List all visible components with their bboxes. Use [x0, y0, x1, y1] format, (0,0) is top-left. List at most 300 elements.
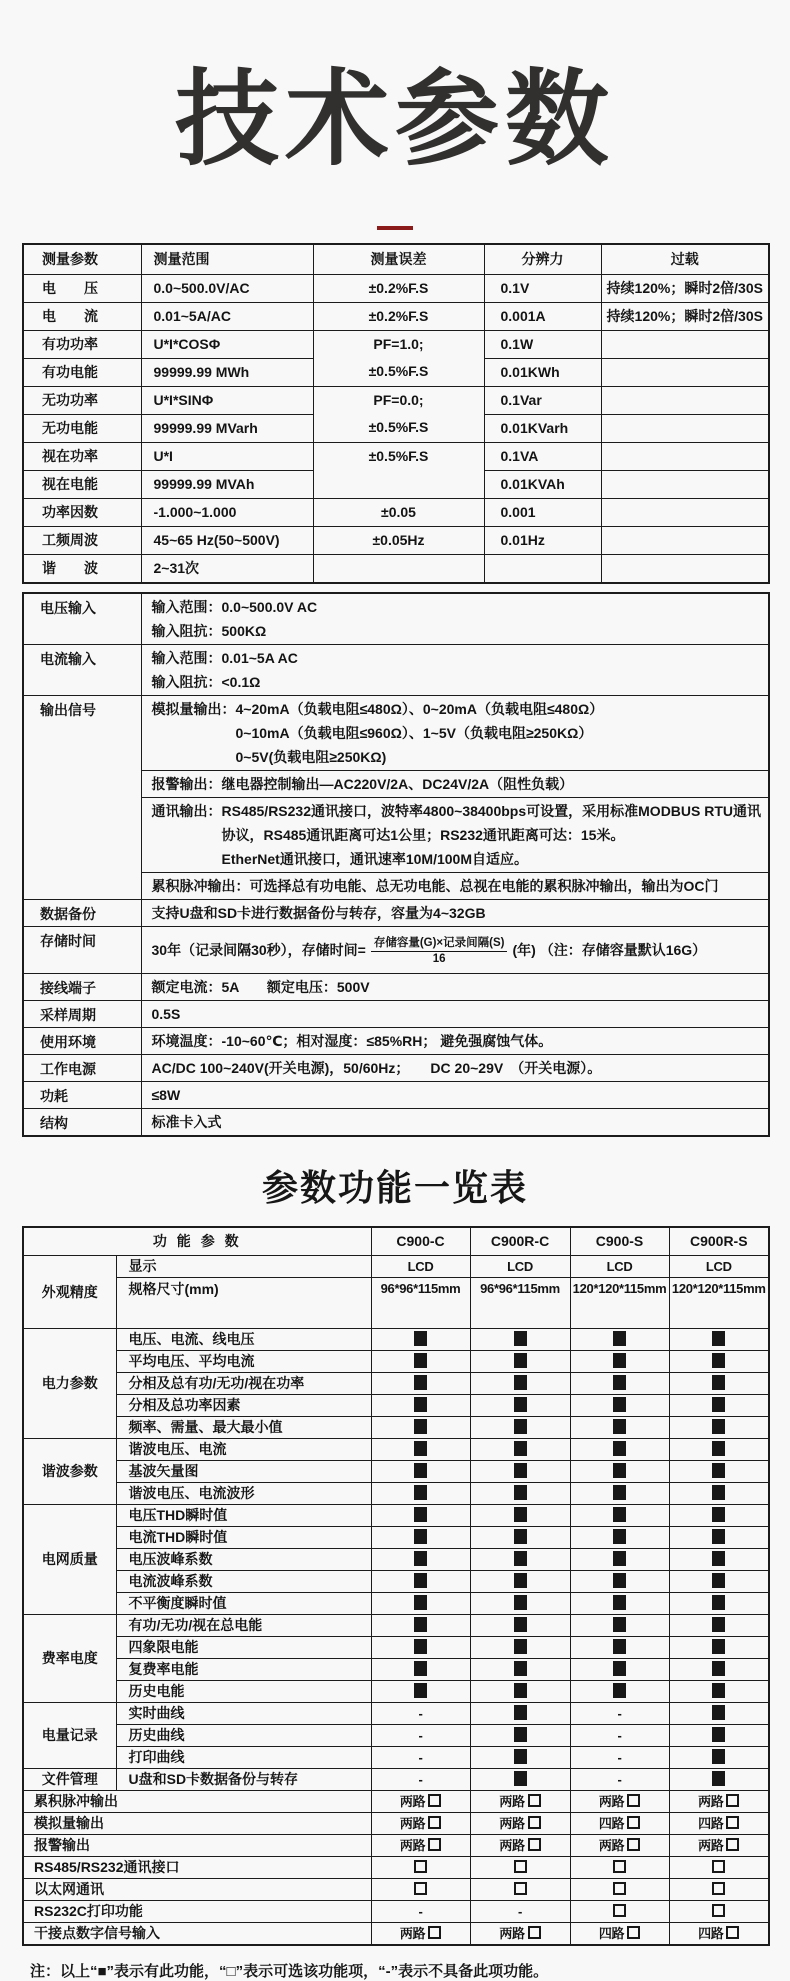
- feature-name: 基波矢量图: [116, 1461, 371, 1483]
- filled-square-icon: [712, 1639, 725, 1654]
- measurement-spec-table-body: [23, 244, 769, 583]
- measure-error: PF=1.0; ±0.5%F.S: [313, 331, 484, 387]
- measure-overload: 持续120%；瞬时2倍/30S: [601, 275, 769, 303]
- model-value: [669, 1901, 769, 1923]
- model-value: [669, 1637, 769, 1659]
- measure-range: U*I: [141, 443, 313, 471]
- filled-square-icon: [712, 1661, 725, 1676]
- filled-square-icon: [613, 1331, 626, 1346]
- model-value: [669, 1373, 769, 1395]
- model-value: [570, 1505, 669, 1527]
- measure-overload: [601, 471, 769, 499]
- filled-square-icon: [712, 1705, 725, 1720]
- model-value: [470, 1351, 570, 1373]
- open-square-icon: [428, 1838, 441, 1851]
- model-value: [570, 1901, 669, 1923]
- open-square-icon: [514, 1860, 527, 1873]
- storage-formula-fraction: $\frac{\text{存储容量(G)×记录间隔(S)}}{16}$: [371, 936, 508, 966]
- measure-range: 99999.99 MWh: [141, 359, 313, 387]
- io-spec-table: [22, 592, 770, 1137]
- feature-name: 打印曲线: [116, 1747, 371, 1769]
- open-square-icon: [627, 1816, 640, 1829]
- filled-square-icon: [514, 1375, 527, 1390]
- feature-name: 谐波电压、电流波形: [116, 1483, 371, 1505]
- filled-square-icon: [514, 1661, 527, 1676]
- measure-header: 测量参数: [23, 244, 141, 275]
- feature-group-label: 外观精度: [23, 1256, 116, 1329]
- feature-param-header: 功 能 参 数: [23, 1227, 371, 1256]
- feature-section-title: 参数功能一览表: [261, 1167, 528, 1208]
- measure-header: 过载: [601, 244, 769, 275]
- model-value: [669, 1527, 769, 1549]
- model-value: [669, 1395, 769, 1417]
- measure-overload: [601, 499, 769, 527]
- model-value: [669, 1857, 769, 1879]
- measure-error: PF=0.0; ±0.5%F.S: [313, 387, 484, 443]
- filled-square-icon: [514, 1441, 527, 1456]
- feature-group-label: 文件管理: [23, 1769, 116, 1791]
- model-value: 两路: [669, 1791, 769, 1813]
- title-divider-bar: [377, 226, 413, 230]
- measure-range: 99999.99 MVarh: [141, 415, 313, 443]
- measure-range: U*I*COSΦ: [141, 331, 313, 359]
- filled-square-icon: [712, 1397, 725, 1412]
- model-value: [669, 1615, 769, 1637]
- model-value: [669, 1461, 769, 1483]
- filled-square-icon: [414, 1573, 427, 1588]
- feature-group-label: 谐波参数: [23, 1439, 116, 1505]
- model-value: [470, 1725, 570, 1747]
- model-value: 两路: [470, 1813, 570, 1835]
- feature-name: 四象限电能: [116, 1637, 371, 1659]
- filled-square-icon: [514, 1485, 527, 1500]
- filled-square-icon: [514, 1507, 527, 1522]
- measure-range: 0.0~500.0V/AC: [141, 275, 313, 303]
- filled-square-icon: [514, 1353, 527, 1368]
- model-value: [470, 1329, 570, 1351]
- filled-square-icon: [712, 1771, 725, 1786]
- model-value: [570, 1417, 669, 1439]
- model-value: [669, 1571, 769, 1593]
- model-value: [470, 1659, 570, 1681]
- measure-param: 工频周波: [23, 527, 141, 555]
- feature-name: 电压、电流、线电压: [116, 1329, 371, 1351]
- spec-label: 存储时间: [23, 927, 141, 974]
- open-square-icon: [528, 1926, 541, 1939]
- io-spec-table-body: [23, 593, 769, 1136]
- filled-square-icon: [712, 1485, 725, 1500]
- model-value: [470, 1593, 570, 1615]
- feature-name: 实时曲线: [116, 1703, 371, 1725]
- model-value: [470, 1395, 570, 1417]
- model-value: 两路: [371, 1813, 470, 1835]
- open-square-icon: [428, 1816, 441, 1829]
- model-value: 96*96*115mm: [371, 1278, 470, 1329]
- model-value: [669, 1659, 769, 1681]
- feature-name: 历史曲线: [116, 1725, 371, 1747]
- measure-overload: [601, 387, 769, 415]
- model-value: [371, 1527, 470, 1549]
- open-square-icon: [428, 1926, 441, 1939]
- filled-square-icon: [613, 1441, 626, 1456]
- measure-resolution: 0.01KWh: [484, 359, 601, 387]
- spec-label: 电流输入: [23, 645, 141, 696]
- model-value: [570, 1571, 669, 1593]
- model-value: [371, 1373, 470, 1395]
- feature-group-label: 电力参数: [23, 1329, 116, 1439]
- feature-group-label: 电量记录: [23, 1703, 116, 1769]
- model-value: -: [570, 1703, 669, 1725]
- measure-resolution: 0.1VA: [484, 443, 601, 471]
- model-value: [470, 1703, 570, 1725]
- model-value: -: [570, 1747, 669, 1769]
- measure-param: 无功功率: [23, 387, 141, 415]
- model-header: C900R-C: [470, 1227, 570, 1256]
- filled-square-icon: [514, 1617, 527, 1632]
- filled-square-icon: [414, 1485, 427, 1500]
- measure-param: 无功电能: [23, 415, 141, 443]
- spec-label: 输出信号: [23, 696, 141, 900]
- filled-square-icon: [712, 1727, 725, 1742]
- measure-resolution: 0.1Var: [484, 387, 601, 415]
- filled-square-icon: [613, 1573, 626, 1588]
- model-value: [371, 1395, 470, 1417]
- measure-param: 电 压: [23, 275, 141, 303]
- filled-square-icon: [514, 1727, 527, 1742]
- filled-square-icon: [712, 1573, 725, 1588]
- feature-comparison-table-body: [23, 1227, 769, 1945]
- open-square-icon: [528, 1816, 541, 1829]
- feature-name: 分相及总有功/无功/视在功率: [116, 1373, 371, 1395]
- model-value: [470, 1681, 570, 1703]
- measure-range: U*I*SINΦ: [141, 387, 313, 415]
- measure-param: 视在电能: [23, 471, 141, 499]
- model-value: [470, 1637, 570, 1659]
- measure-header: 分辨力: [484, 244, 601, 275]
- measure-resolution: [484, 555, 601, 584]
- open-square-icon: [414, 1860, 427, 1873]
- model-value: [570, 1549, 669, 1571]
- feature-name: 电压THD瞬时值: [116, 1505, 371, 1527]
- feature-name: U盘和SD卡数据备份与转存: [116, 1769, 371, 1791]
- filled-square-icon: [712, 1617, 725, 1632]
- model-value: [371, 1439, 470, 1461]
- feature-name: 电流波峰系数: [116, 1571, 371, 1593]
- feature-name: 分相及总功率因素: [116, 1395, 371, 1417]
- filled-square-icon: [613, 1529, 626, 1544]
- filled-square-icon: [414, 1463, 427, 1478]
- model-header: C900-C: [371, 1227, 470, 1256]
- measure-overload: 持续120%；瞬时2倍/30S: [601, 303, 769, 331]
- legend-footnote: 注：以上“■”表示有此功能，“□”表示可选该功能项，“-”表示不具备此项功能。: [30, 1963, 549, 1980]
- model-value: -: [470, 1901, 570, 1923]
- open-square-icon: [712, 1904, 725, 1917]
- filled-square-icon: [712, 1551, 725, 1566]
- model-value: [470, 1615, 570, 1637]
- model-value: 两路: [669, 1835, 769, 1857]
- model-value: LCD: [570, 1256, 669, 1278]
- spec-content: 通讯输出：RS485/RS232通讯接口，波特率4800~38400bps可设置，采用标准MODBUS RTU通讯 协议，RS485通讯距离可达1公里；RS232通讯距离可达：15米。 EtherNet通讯接口，通讯速率10M/100M自适应。: [141, 798, 769, 873]
- measure-resolution: 0.001A: [484, 303, 601, 331]
- spec-label: 功耗: [23, 1082, 141, 1109]
- measure-resolution: 0.01Hz: [484, 527, 601, 555]
- model-value: [669, 1747, 769, 1769]
- filled-square-icon: [514, 1595, 527, 1610]
- measure-range: 2~31次: [141, 555, 313, 584]
- filled-square-icon: [613, 1617, 626, 1632]
- feature-row-label: RS485/RS232通讯接口: [23, 1857, 371, 1879]
- filled-square-icon: [414, 1529, 427, 1544]
- filled-square-icon: [613, 1485, 626, 1500]
- model-value: [669, 1879, 769, 1901]
- model-value: [570, 1637, 669, 1659]
- model-value: [371, 1571, 470, 1593]
- spec-content: 支持U盘和SD卡进行数据备份与转存，容量为4~32GB: [141, 900, 769, 927]
- model-value: [371, 1505, 470, 1527]
- model-value: [371, 1549, 470, 1571]
- model-value: 四路: [669, 1813, 769, 1835]
- spec-content: 标准卡入式: [141, 1109, 769, 1137]
- filled-square-icon: [414, 1595, 427, 1610]
- model-value: -: [371, 1901, 470, 1923]
- model-value: 两路: [570, 1835, 669, 1857]
- spec-label: 使用环境: [23, 1028, 141, 1055]
- filled-square-icon: [414, 1441, 427, 1456]
- model-value: [470, 1747, 570, 1769]
- filled-square-icon: [514, 1419, 527, 1434]
- model-value: [669, 1417, 769, 1439]
- model-value: [669, 1439, 769, 1461]
- feature-row-label: 模拟量输出: [23, 1813, 371, 1835]
- model-value: 两路: [470, 1835, 570, 1857]
- filled-square-icon: [514, 1573, 527, 1588]
- spec-content: ≤8W: [141, 1082, 769, 1109]
- filled-square-icon: [514, 1397, 527, 1412]
- measure-param: 视在功率: [23, 443, 141, 471]
- spec-label: 电压输入: [23, 593, 141, 645]
- filled-square-icon: [414, 1507, 427, 1522]
- measurement-spec-table: [22, 243, 770, 584]
- open-square-icon: [528, 1794, 541, 1807]
- measure-overload: [601, 527, 769, 555]
- measure-param: 有功功率: [23, 331, 141, 359]
- filled-square-icon: [613, 1353, 626, 1368]
- feature-group-label: 电网质量: [23, 1505, 116, 1615]
- model-value: LCD: [669, 1256, 769, 1278]
- open-square-icon: [514, 1882, 527, 1895]
- filled-square-icon: [613, 1507, 626, 1522]
- open-square-icon: [627, 1794, 640, 1807]
- filled-square-icon: [712, 1507, 725, 1522]
- model-value: [470, 1549, 570, 1571]
- model-value: [669, 1681, 769, 1703]
- model-value: [570, 1681, 669, 1703]
- model-value: [371, 1351, 470, 1373]
- model-value: [470, 1879, 570, 1901]
- feature-name: 平均电压、平均电流: [116, 1351, 371, 1373]
- filled-square-icon: [414, 1397, 427, 1412]
- model-value: [570, 1527, 669, 1549]
- feature-comparison-table: [22, 1226, 770, 1946]
- feature-row-label: RS232C打印功能: [23, 1901, 371, 1923]
- feature-name: 有功/无功/视在总电能: [116, 1615, 371, 1637]
- feature-row-label: 累积脉冲输出: [23, 1791, 371, 1813]
- filled-square-icon: [712, 1529, 725, 1544]
- measure-param: 谐 波: [23, 555, 141, 584]
- filled-square-icon: [514, 1771, 527, 1786]
- model-value: [371, 1329, 470, 1351]
- measure-header: 测量范围: [141, 244, 313, 275]
- model-value: [669, 1351, 769, 1373]
- model-value: [669, 1725, 769, 1747]
- spec-content: 额定电流：5A 额定电压：500V: [141, 974, 769, 1001]
- model-value: 两路: [371, 1791, 470, 1813]
- spec-label: 接线端子: [23, 974, 141, 1001]
- open-square-icon: [613, 1860, 626, 1873]
- model-value: [470, 1483, 570, 1505]
- feature-name: 不平衡度瞬时值: [116, 1593, 371, 1615]
- model-value: [570, 1483, 669, 1505]
- spec-label: 结构: [23, 1109, 141, 1137]
- filled-square-icon: [514, 1331, 527, 1346]
- filled-square-icon: [414, 1331, 427, 1346]
- open-square-icon: [712, 1860, 725, 1873]
- spec-content: 累积脉冲输出：可选择总有功电能、总无功电能、总视在电能的累积脉冲输出，输出为OC门: [141, 873, 769, 900]
- model-value: [371, 1417, 470, 1439]
- model-value: [371, 1483, 470, 1505]
- filled-square-icon: [712, 1331, 725, 1346]
- model-value: [570, 1615, 669, 1637]
- measure-error: ±0.05: [313, 499, 484, 527]
- model-value: [570, 1329, 669, 1351]
- model-value: [570, 1659, 669, 1681]
- measure-resolution: 0.1W: [484, 331, 601, 359]
- filled-square-icon: [712, 1419, 725, 1434]
- model-value: [470, 1527, 570, 1549]
- measure-error: ±0.5%F.S: [313, 443, 484, 499]
- feature-name: 电压波峰系数: [116, 1549, 371, 1571]
- feature-group-label: 费率电度: [23, 1615, 116, 1703]
- filled-square-icon: [613, 1397, 626, 1412]
- model-value: 120*120*115mm: [570, 1278, 669, 1329]
- measure-error: ±0.2%F.S: [313, 303, 484, 331]
- measure-param: 电 流: [23, 303, 141, 331]
- model-value: [570, 1879, 669, 1901]
- model-value: [570, 1395, 669, 1417]
- open-square-icon: [414, 1882, 427, 1895]
- measure-error: ±0.2%F.S: [313, 275, 484, 303]
- model-value: [470, 1857, 570, 1879]
- filled-square-icon: [414, 1683, 427, 1698]
- model-value: [669, 1505, 769, 1527]
- measure-error: [313, 555, 484, 584]
- model-value: -: [371, 1725, 470, 1747]
- open-square-icon: [428, 1794, 441, 1807]
- model-value: [371, 1615, 470, 1637]
- page: [0, 62, 790, 1980]
- model-value: [371, 1879, 470, 1901]
- model-value: [470, 1769, 570, 1791]
- measure-resolution: 0.1V: [484, 275, 601, 303]
- model-value: 96*96*115mm: [470, 1278, 570, 1329]
- spec-label: 数据备份: [23, 900, 141, 927]
- model-value: -: [570, 1769, 669, 1791]
- filled-square-icon: [514, 1705, 527, 1720]
- model-value: -: [371, 1747, 470, 1769]
- filled-square-icon: [712, 1463, 725, 1478]
- model-value: [470, 1505, 570, 1527]
- filled-square-icon: [613, 1375, 626, 1390]
- model-value: [470, 1439, 570, 1461]
- open-square-icon: [726, 1794, 739, 1807]
- model-value: 120*120*115mm: [669, 1278, 769, 1329]
- model-value: [669, 1703, 769, 1725]
- model-value: [470, 1373, 570, 1395]
- model-value: [669, 1329, 769, 1351]
- open-square-icon: [613, 1882, 626, 1895]
- model-value: -: [371, 1769, 470, 1791]
- filled-square-icon: [414, 1353, 427, 1368]
- filled-square-icon: [613, 1419, 626, 1434]
- measure-range: 99999.99 MVAh: [141, 471, 313, 499]
- model-value: -: [371, 1703, 470, 1725]
- model-value: [570, 1857, 669, 1879]
- feature-name: 谐波电压、电流: [116, 1439, 371, 1461]
- filled-square-icon: [712, 1683, 725, 1698]
- model-value: [371, 1461, 470, 1483]
- page-title: 技术参数: [174, 62, 615, 178]
- measure-range: -1.000~1.000: [141, 499, 313, 527]
- feature-name: 频率、需量、最大最小值: [116, 1417, 371, 1439]
- filled-square-icon: [514, 1551, 527, 1566]
- model-value: [371, 1637, 470, 1659]
- measure-resolution: 0.001: [484, 499, 601, 527]
- filled-square-icon: [514, 1749, 527, 1764]
- filled-square-icon: [613, 1595, 626, 1610]
- model-value: 两路: [371, 1923, 470, 1946]
- model-value: 四路: [570, 1923, 669, 1946]
- model-value: 四路: [570, 1813, 669, 1835]
- model-value: LCD: [470, 1256, 570, 1278]
- spec-content: 报警输出：继电器控制输出—AC220V/2A、DC24V/2A（阻性负载）: [141, 771, 769, 798]
- model-value: LCD: [371, 1256, 470, 1278]
- filled-square-icon: [514, 1463, 527, 1478]
- filled-square-icon: [414, 1661, 427, 1676]
- spec-content: 输入范围：0.01~5A AC 输入阻抗：<0.1Ω: [141, 645, 769, 696]
- model-value: [371, 1593, 470, 1615]
- measure-error: ±0.05Hz: [313, 527, 484, 555]
- feature-name: 复费率电能: [116, 1659, 371, 1681]
- model-value: [470, 1571, 570, 1593]
- model-value: 两路: [570, 1791, 669, 1813]
- filled-square-icon: [712, 1353, 725, 1368]
- model-value: [570, 1439, 669, 1461]
- model-value: [371, 1857, 470, 1879]
- spec-content: 0.5S: [141, 1001, 769, 1028]
- filled-square-icon: [414, 1375, 427, 1390]
- open-square-icon: [726, 1816, 739, 1829]
- measure-resolution: 0.01KVAh: [484, 471, 601, 499]
- model-value: 四路: [669, 1923, 769, 1946]
- measure-param: 功率因数: [23, 499, 141, 527]
- filled-square-icon: [514, 1639, 527, 1654]
- filled-square-icon: [613, 1683, 626, 1698]
- filled-square-icon: [613, 1639, 626, 1654]
- measure-overload: [601, 555, 769, 584]
- filled-square-icon: [712, 1375, 725, 1390]
- open-square-icon: [627, 1926, 640, 1939]
- model-value: [669, 1593, 769, 1615]
